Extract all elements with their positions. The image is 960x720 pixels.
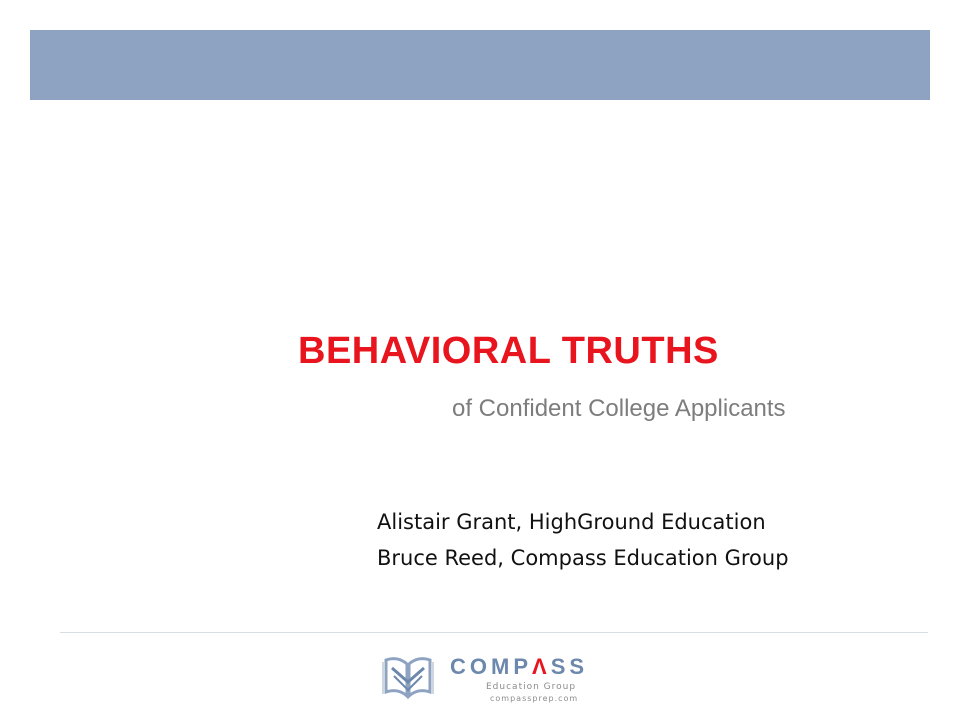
logo-wordmark <box>450 654 588 680</box>
slide-subtitle: of Confident College Applicants <box>452 395 786 422</box>
open-book-icon <box>380 652 436 702</box>
authors-block <box>377 504 789 576</box>
logo-word-part: COMP <box>450 654 532 679</box>
footer-divider <box>60 632 928 633</box>
compass-logo <box>380 650 610 710</box>
author-line: Alistair Grant, HighGround Education <box>377 510 766 534</box>
author-line: Bruce Reed, Compass Education Group <box>377 546 789 570</box>
slide-title: BEHAVIORAL TRUTHS <box>298 330 719 372</box>
top-banner <box>30 30 930 100</box>
logo-tagline: Education Group <box>486 682 577 692</box>
logo-word-part: SS <box>550 654 589 679</box>
logo-accent-letter: Λ <box>532 654 551 679</box>
logo-url: compassprep.com <box>490 694 579 703</box>
